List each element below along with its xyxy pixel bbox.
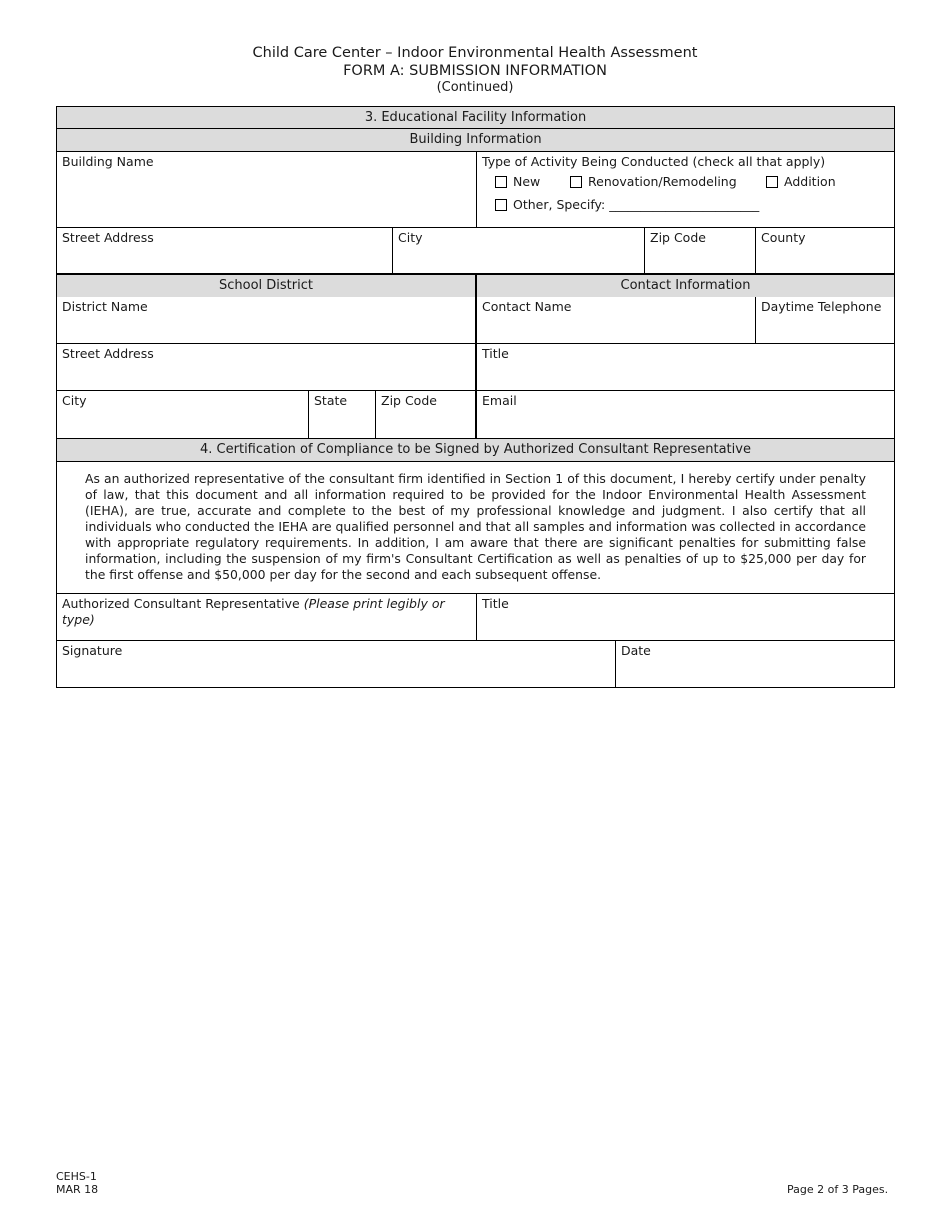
certification-text: As an authorized representative of the consultant firm identified in Section 1 of this document, I hereby certify under penalty of law, that this document and all information required to be provided for the Indoor Environmental Health Assessment (IEHA), are true, accurate and complete to the best of my professional knowledge and judgment. I also certify that all individuals who conducted the IEHA are qualified personnel and that all samples and information was collected in accordance with appropriate regulatory requirements. In addition, I am aware that there are significant penalties for submitting false information, including the suspension of my firm's Consultant Certification as well as penalties of up to $25,000 per day for the first offense and $50,000 per day for the second and each subsequent offense. [85, 471, 867, 582]
building-info-title: Building Information [409, 132, 542, 147]
representative-name-field[interactable] [57, 594, 476, 640]
building-city-label: City [398, 230, 423, 245]
form-id: CEHS-1 [56, 1170, 97, 1183]
district-row-3 [56, 391, 895, 439]
representative-title-label: Title [482, 596, 509, 611]
form-revision: MAR 18 [56, 1183, 99, 1196]
district-contact-bands [56, 275, 895, 297]
form-title: Child Care Center – Indoor Environmental Health Assessment [252, 45, 698, 61]
district-row-2 [56, 344, 895, 391]
building-city-field[interactable] [392, 228, 644, 273]
daytime-telephone-label: Daytime Telephone [761, 299, 882, 314]
signature-label: Signature [62, 643, 123, 658]
certification-block [56, 462, 895, 594]
activity-renovation-option[interactable] [570, 174, 737, 189]
date-field[interactable] [615, 641, 894, 687]
district-state-field[interactable] [308, 391, 375, 438]
other-specify-line[interactable]: ________________________ [609, 197, 760, 212]
contact-name-label: Contact Name [482, 299, 572, 314]
renovation-label: Renovation/Remodeling [588, 174, 737, 189]
building-row [56, 152, 895, 228]
section-4-header [56, 439, 895, 462]
building-name-field[interactable] [57, 152, 476, 227]
representative-note: (Please print legibly or type) [62, 596, 445, 627]
district-street-label: Street Address [62, 346, 154, 361]
district-zip-field[interactable] [375, 391, 475, 438]
form-header [0, 44, 950, 96]
continued-label: (Continued) [436, 80, 514, 95]
district-street-field[interactable] [57, 344, 475, 390]
page-number: Page 2 of 3 Pages. [787, 1183, 889, 1196]
district-name-field[interactable] [57, 297, 475, 343]
representative-title-field[interactable] [476, 594, 894, 640]
district-zip-label: Zip Code [381, 393, 437, 408]
footer-form-id [56, 1170, 98, 1196]
district-city-label: City [62, 393, 87, 408]
contact-info-title: Contact Information [620, 278, 751, 293]
building-address-row [56, 228, 895, 275]
school-district-title: School District [219, 278, 313, 293]
daytime-telephone-field[interactable] [755, 297, 894, 343]
district-row-1 [56, 297, 895, 344]
district-city-field[interactable] [57, 391, 308, 438]
building-county-field[interactable] [755, 228, 894, 273]
building-zip-label: Zip Code [650, 230, 706, 245]
contact-name-field[interactable] [475, 297, 755, 343]
district-name-label: District Name [62, 299, 148, 314]
form-name: FORM A: SUBMISSION INFORMATION [343, 63, 607, 79]
activity-type-label: Type of Activity Being Conducted (check all that apply) [482, 154, 826, 169]
building-name-label: Building Name [62, 154, 154, 169]
addition-label: Addition [784, 174, 836, 189]
contact-email-label: Email [482, 393, 517, 408]
contact-title-field[interactable] [475, 344, 894, 390]
section-3-title: 3. Educational Facility Information [364, 110, 587, 125]
activity-type-field [476, 152, 894, 227]
other-label: Other, Specify: [513, 197, 606, 212]
new-label: New [513, 174, 541, 189]
contact-email-field[interactable] [475, 391, 894, 438]
section-3-header [56, 106, 895, 129]
activity-new-option[interactable] [495, 174, 540, 189]
district-state-label: State [314, 393, 348, 408]
signature-row [56, 641, 895, 688]
section-4-title: 4. Certification of Compliance to be Signed by Authorized Consultant Representative [200, 442, 751, 457]
contact-info-band [475, 275, 894, 297]
signature-field[interactable] [57, 641, 615, 687]
contact-title-label: Title [482, 346, 509, 361]
activity-other-option[interactable] [495, 197, 759, 212]
representative-label [57, 594, 476, 628]
other-checkbox[interactable] [495, 199, 507, 211]
addition-checkbox[interactable] [766, 176, 778, 188]
building-info-band [56, 129, 895, 152]
renovation-checkbox[interactable] [570, 176, 582, 188]
activity-addition-option[interactable] [766, 174, 836, 189]
date-label: Date [621, 643, 651, 658]
submission-form [56, 106, 895, 688]
new-checkbox[interactable] [495, 176, 507, 188]
building-street-field[interactable] [57, 228, 392, 273]
building-county-label: County [761, 230, 806, 245]
representative-label-text: Authorized Consultant Representative [62, 596, 300, 611]
representative-row [56, 594, 895, 641]
building-zip-field[interactable] [644, 228, 755, 273]
building-street-label: Street Address [62, 230, 154, 245]
school-district-band [57, 275, 475, 297]
